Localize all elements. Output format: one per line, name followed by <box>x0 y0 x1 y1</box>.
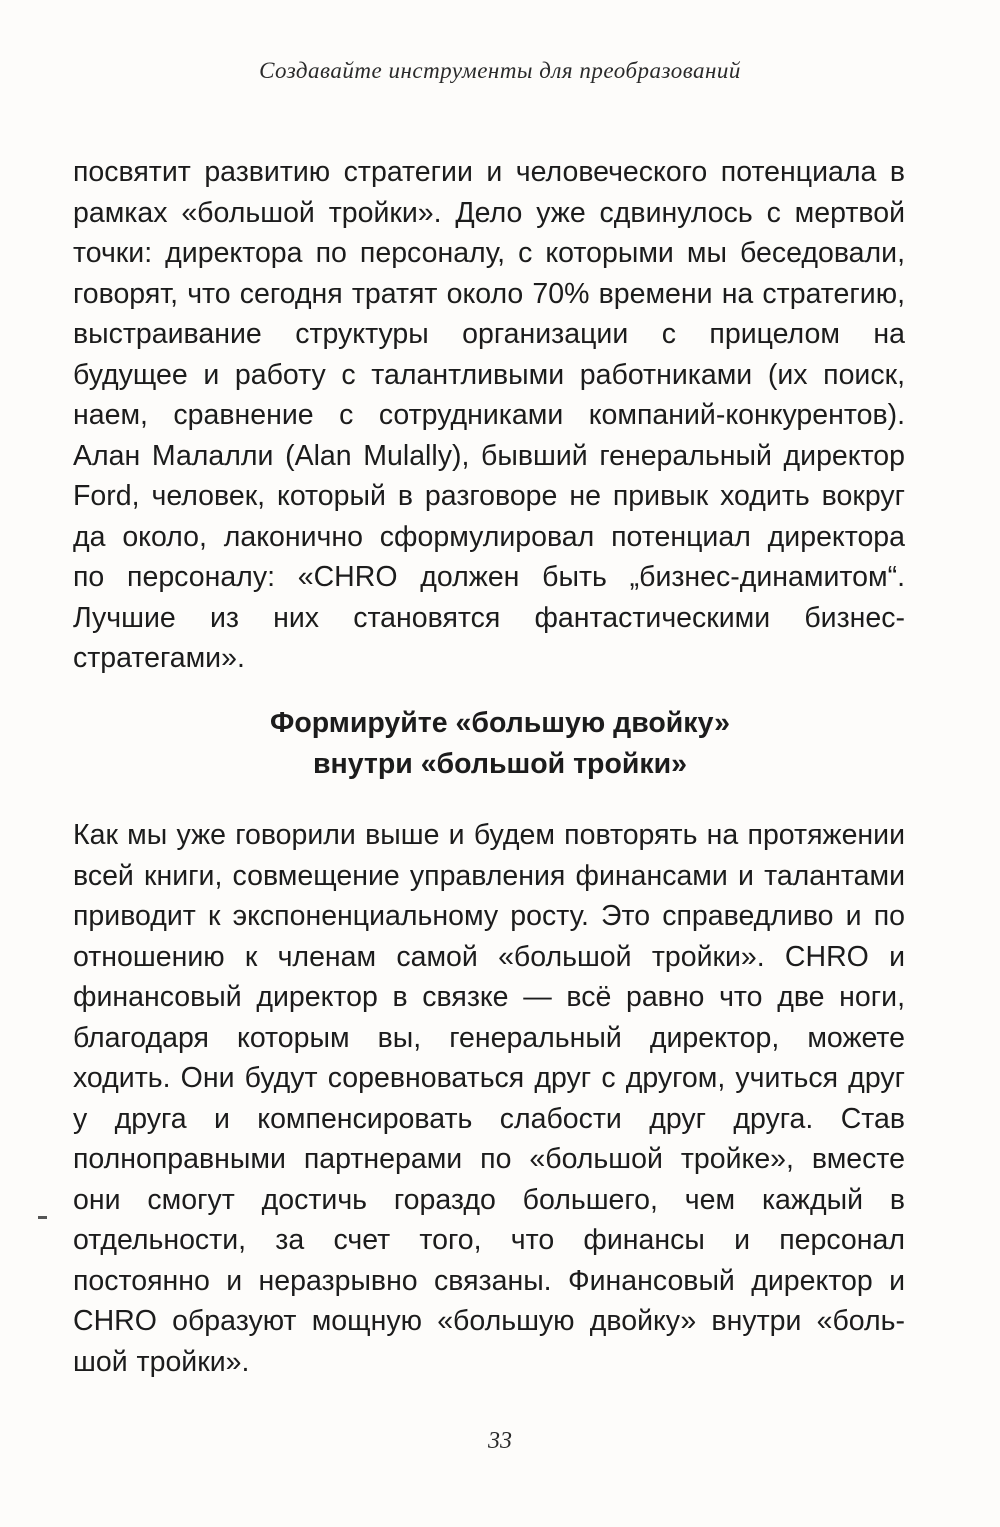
section-heading <box>0 703 1000 785</box>
section-heading-line-2: внутри «большой тройки» <box>312 748 688 780</box>
body-paragraph-1: посвятит развитию стратегии и человеческого потенциала в рамках «большой тройки». Дело уже сдвинулось с мертвой точки: директора по персоналу, с которыми мы беседовали, говорят, что сегодня тратят около 70% времени на стратегию, выстраивание структуры организации с прицелом на будущее и работу с талантливыми работниками (их поиск, наем, сравнение с сотрудниками компаний-конкурентов). Алан Малалли (Alan Mulally), бывший генеральный директор Ford, человек, который в разговоре не привык ходить вокруг да около, лаконично сформулировал потенциал директора по персоналу: «CHRO должен быть „бизнес-динамитом“. Лучшие из них становятся фантастическими бизнес-стратегами». <box>73 156 905 674</box>
section-heading-line-1: Формируйте «большую двойку» <box>270 707 730 739</box>
page-number: 33 <box>488 1428 512 1454</box>
margin-mark <box>38 1216 47 1219</box>
running-header: Создавайте инструменты для преобразований <box>259 58 741 83</box>
body-paragraph-2: Как мы уже говорили выше и будем повторять на протяжении всей книги, совмещение управления финансами и талантами приводит к экспоненциальному росту. Это справедливо и по отношению к членам самой «большой тройки». CHRO и финансовый директор в связке — всё равно что две ноги, благодаря которым вы, генеральный директор, можете ходить. Они будут соревноваться друг с другом, учиться друг у друга и компенсировать слабости друг друга. Став полноправными партнерами по «большой тройке», вместе они смогут достичь гораздо большего, чем каждый в отдельности, за счет того, что финансы и персонал постоянно и неразрывно связаны. Финансовый директор и CHRO образуют мощную «большую двойку» внутри «большой тройки». <box>73 819 905 1378</box>
